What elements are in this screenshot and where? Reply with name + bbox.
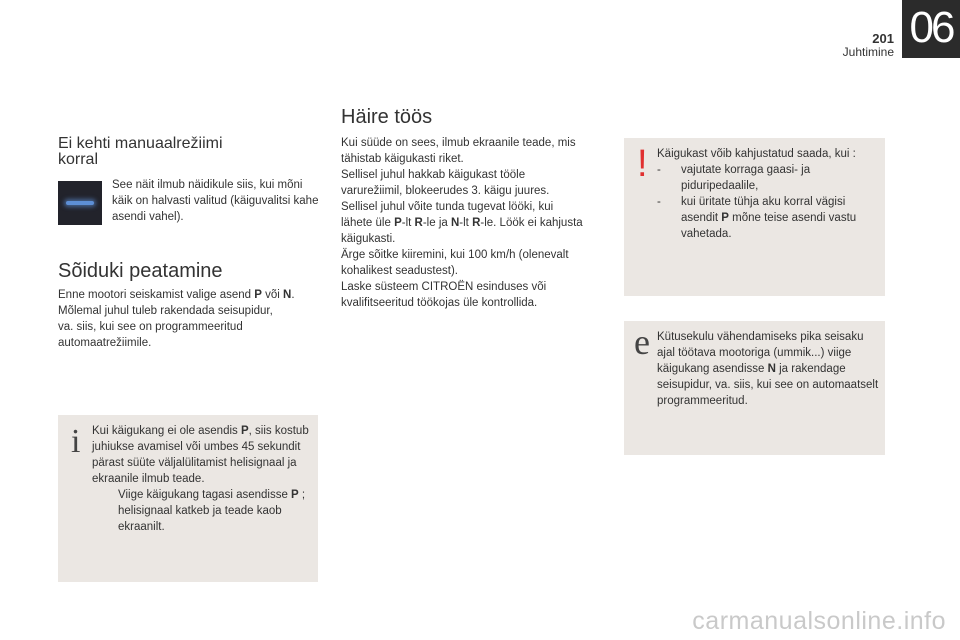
watermark: carmanualsonline.info [692, 607, 946, 635]
bold-key: R [414, 217, 423, 229]
chapter-number: 06 [909, 3, 953, 52]
warning-list-item: - vajutate korraga gaasi- ja piduripedaalile, [657, 164, 811, 192]
text-line: Sellisel juhul võite tunda tugevat lööki, kui [341, 201, 554, 213]
text-line: Laske süsteem CITROËN esinduses või [341, 281, 547, 293]
warning-intro: Käigukast võib kahjustatud saada, kui : [657, 148, 856, 160]
bold-key: P [240, 425, 249, 437]
text-line: käigukasti. [341, 233, 396, 245]
chapter-tab [902, 0, 960, 58]
warning-box-text [657, 146, 879, 242]
bold-key: R [472, 217, 481, 229]
text-line: kvalifitseeritud töökojas üle kontrollida. [341, 297, 538, 309]
eco-icon: e [634, 322, 650, 362]
info-box-text [92, 423, 310, 535]
text-line: varurežiimil, blokeerudes 3. käigu juures. [341, 185, 550, 197]
section-title: Juhtimine [842, 45, 894, 59]
eco-box-text [657, 329, 879, 409]
dash-marker: - [657, 196, 661, 208]
stopping-heading: Sõiduki peatamine [58, 260, 223, 282]
text-line: lähete üle P-lt R-le ja N-lt R-le. Löök ei kahjusta [341, 217, 583, 229]
gear-fault-indicator-image [58, 181, 102, 225]
eco-paragraph: Kütusekulu vähendamiseks pika seisaku ajal töötava mootoriga (ummik...) viige käigukang asendisse N ja rakendage seisupidur, va. siis, kui see on automaatselt programmeeritud. [657, 331, 879, 407]
eco-box [624, 321, 885, 455]
info-bullet-item: Viige käigukang tagasi asendisse P ; helisignaal katkeb ja teade kaob ekraanilt. [118, 489, 306, 533]
stopping-text [58, 287, 328, 351]
bold-key: N [450, 217, 460, 229]
text-line: tähistab käigukasti riket. [341, 153, 464, 165]
text-line: Enne mootori seiskamist valige asend P või N. [58, 289, 295, 301]
fault-text [341, 135, 611, 311]
bold-key: N [283, 289, 292, 301]
bold-key: P [291, 489, 299, 501]
bold-key: N [767, 363, 776, 375]
manual-mode-heading: Ei kehti manuaalrežiimi korral [58, 135, 223, 168]
info-icon: i [71, 423, 81, 460]
warning-list-item: - kui üritate tühja aku korral vägisi asendit P mõne teise asendi vastu vahetada. [657, 196, 857, 240]
bold-key: P [394, 217, 402, 229]
text-line: Mõlemal juhul tuleb rakendada seisupidur, [58, 305, 273, 317]
info-box [58, 415, 318, 582]
text-line: Kui süüde on sees, ilmub ekraanile teade, mis [341, 137, 576, 149]
warning-box [624, 138, 885, 296]
page-number: 201 [872, 31, 894, 46]
text-line: va. siis, kui see on programmeeritud [58, 321, 243, 333]
text-line: Sellisel juhul hakkab käigukast tööle [341, 169, 526, 181]
warning-icon: ! [637, 143, 648, 185]
text-line: Ärge sõitke kiiremini, kui 100 km/h (olenevalt [341, 249, 569, 261]
text-line: automaatrežiimile. [58, 337, 152, 349]
manual-mode-text: See näit ilmub näidikule siis, kui mõni käik on halvasti valitud (käiguvalitsi kahe asendi vahel). [112, 179, 319, 223]
fault-heading: Häire töös [341, 106, 433, 128]
dash-marker: - [657, 164, 661, 176]
info-paragraph: Kui käigukang ei ole asendis P, siis kostub juhiukse avamisel või umbes 45 sekundit pärast süüte väljalülitamist helisignaal ja ekraanile ilmub teade. [92, 425, 309, 485]
indicator-bar [66, 201, 94, 205]
bold-key: P [254, 289, 262, 301]
text-line: kohalikest seadustest). [341, 265, 458, 277]
bold-key: P [721, 212, 729, 224]
